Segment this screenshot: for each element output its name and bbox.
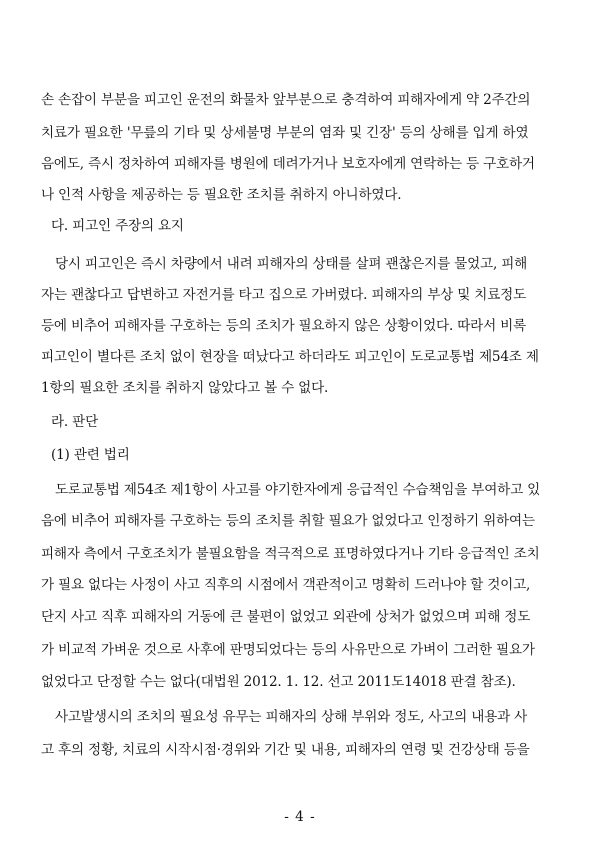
body-line: 피고인이 별다른 조치 없이 현장을 떠났다고 하더라도 피고인이 도로교통법 제54조 제: [41, 349, 539, 365]
body-line: 손 손잡이 부분을 피고인 운전의 화물차 앞부분으로 충격하여 피해자에게 약 2주간의: [41, 92, 531, 108]
body-line: 고 후의 정황, 치료의 시작시점·경위와 기간 및 내용, 피해자의 연령 및 건강상태 등을: [41, 742, 530, 758]
section-heading-defendant-claim: 다. 피고인 주장의 요지: [51, 218, 184, 234]
body-line: 1항의 필요한 조치를 취하지 않았다고 볼 수 없다.: [41, 380, 329, 396]
body-line: 치료가 필요한 '무릎의 기타 및 상세불명 부분의 염좌 및 긴장' 등의 상해를 입게 하였: [41, 125, 529, 141]
body-line: 피해자 측에서 구호조치가 불필요함을 적극적으로 표명하였다거나 기타 응급적인 조치: [41, 546, 540, 562]
subsection-heading-legal-principle: (1) 관련 법리: [51, 447, 130, 463]
page-number: - 4 -: [284, 809, 316, 825]
body-line: 당시 피고인은 즉시 차량에서 내려 피해자의 상태를 살펴 괜찮은지를 물었고, 피해: [55, 256, 528, 272]
body-line: 나 인적 사항을 제공하는 등 필요한 조치를 취하지 아니하였다.: [41, 187, 402, 203]
section-heading-judgment: 라. 판단: [51, 414, 99, 430]
body-line: 음에도, 즉시 정차하여 피해자를 병원에 데려가거나 보호자에게 연락하는 등 구호하거: [41, 156, 535, 172]
body-line: 가 비교적 가벼운 것으로 사후에 판명되었다는 등의 사유만으로 가벼이 그러한 필요가: [41, 642, 535, 658]
body-line: 등에 비추어 피해자를 구호하는 등의 조치가 필요하지 않은 상황이었다. 따라서 비록: [41, 318, 527, 334]
body-line: 자는 괜찮다고 답변하고 자전거를 타고 집으로 가버렸다. 피해자의 부상 및 치료정도: [41, 287, 527, 303]
body-line: 가 필요 없다는 사정이 사고 직후의 시점에서 객관적이고 명확히 드러나야 할 것이고,: [41, 577, 531, 593]
body-line: 음에 비추어 피해자를 구호하는 등의 조치를 취할 필요가 없었다고 인정하기 위하여는: [41, 513, 535, 529]
body-line: 없었다고 단정할 수는 없다(대법원 2012. 1. 12. 선고 2011도14018 판결 참조).: [41, 674, 516, 690]
body-line: 단지 사고 직후 피해자의 거동에 큰 불편이 없었고 외관에 상처가 없었으며 피해 정도: [41, 609, 531, 625]
body-line: 사고발생시의 조치의 필요성 유무는 피해자의 상해 부위와 정도, 사고의 내용과 사: [55, 709, 528, 725]
body-line: 도로교통법 제54조 제1항이 사고를 야기한자에게 응급적인 수습책임을 부여하고 있: [55, 482, 541, 498]
